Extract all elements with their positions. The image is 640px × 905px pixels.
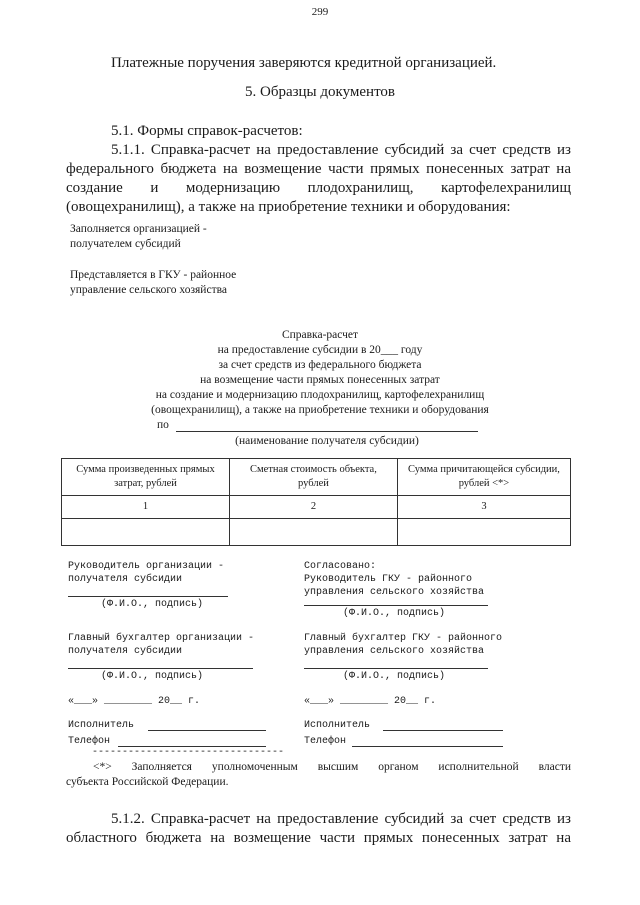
left-date: «___» ________ 20__ г. [68,696,201,707]
right-signature-line-1 [304,605,488,606]
right-phone-line [352,746,503,747]
left-fio-caption-2: (Ф.И.О., подпись) [101,671,204,682]
left-executor-line [148,730,266,731]
table-header-row [62,459,571,496]
right-head-label: Руководитель ГКУ - районного управления сельского хозяйства [304,574,485,598]
column-number: 3 [397,496,570,519]
right-phone-label: Телефон [304,736,347,747]
right-accountant-label: Главный бухгалтер ГКУ - районного управления сельского хозяйства [304,633,503,657]
subsidy-table [61,458,571,546]
left-accountant-label: Главный бухгалтер организации - получателя субсидии [68,633,255,657]
table-cell [397,519,570,546]
right-fio-caption-1: (Ф.И.О., подпись) [343,608,446,619]
paragraph-5-1-2: 5.1.2. Справка-расчет на предоставление субсидий за счет средств из областного бюджета на возмещение части прямых понесенных затрат на [66,811,571,846]
section-title: 5. Образцы документов [244,84,396,100]
table-number-row [62,496,571,519]
paragraph-forms: 5.1. Формы справок-расчетов: [111,123,303,139]
table-row [62,519,571,546]
left-fio-caption-1: (Ф.И.О., подпись) [101,599,204,610]
left-signature-line-1 [68,596,228,597]
header-subsidy-due: Сумма причитающейся субсидии, рублей <*> [397,459,570,496]
footnote: <*> Заполняется уполномоченным высшим органом исполнительной власти субъекта Российской Федерации. [66,761,571,788]
recipient-line [176,431,478,432]
note-filled-by: Заполняется организацией - получателем субсидий [70,223,207,250]
po-label: по [157,419,169,431]
form-title: Справка-расчет на предоставление субсидии в 20___ году за счет средств из федерального бюджета на возмещение части прямых понесенных затрат на создание и модернизацию плодохранилищ, картофелехранилищ (овощехранилищ), а также на приобретение техники и оборудования [151,329,489,416]
recipient-caption: (наименование получателя субсидии) [235,435,419,447]
right-fio-caption-2: (Ф.И.О., подпись) [343,671,446,682]
header-estimated-cost: Сметная стоимость объекта, рублей [229,459,397,496]
right-agreed-label: Согласовано: [304,561,377,572]
right-executor-label: Исполнитель [304,720,371,731]
left-signature-line-2 [68,668,253,669]
note-submitted-to: Представляется в ГКУ - районное управление сельского хозяйства [70,269,237,296]
left-head-label: Руководитель организации - получателя субсидии [68,561,225,585]
left-phone-label: Телефон [68,736,111,747]
column-number: 2 [229,496,397,519]
header-direct-costs: Сумма произведенных прямых затрат, рублей [62,459,230,496]
left-executor-label: Исполнитель [68,720,135,731]
paragraph-payment-orders: Платежные поручения заверяются кредитной организацией. [111,55,497,71]
table-cell [62,519,230,546]
page-number: 299 [311,6,329,18]
column-number: 1 [62,496,230,519]
footnote-separator: -------------------------------- [92,747,285,758]
right-executor-line [383,730,503,731]
table-cell [229,519,397,546]
right-signature-line-2 [304,668,488,669]
right-date: «___» ________ 20__ г. [304,696,437,707]
paragraph-5-1-1: 5.1.1. Справка-расчет на предоставление субсидий за счет средств из федерального бюджета на возмещение части прямых понесенных затрат на создание и модернизацию плодохранилищ, картофелехранилищ (овощехранилищ), а также на приобретение техники и оборудования: [66,142,571,215]
